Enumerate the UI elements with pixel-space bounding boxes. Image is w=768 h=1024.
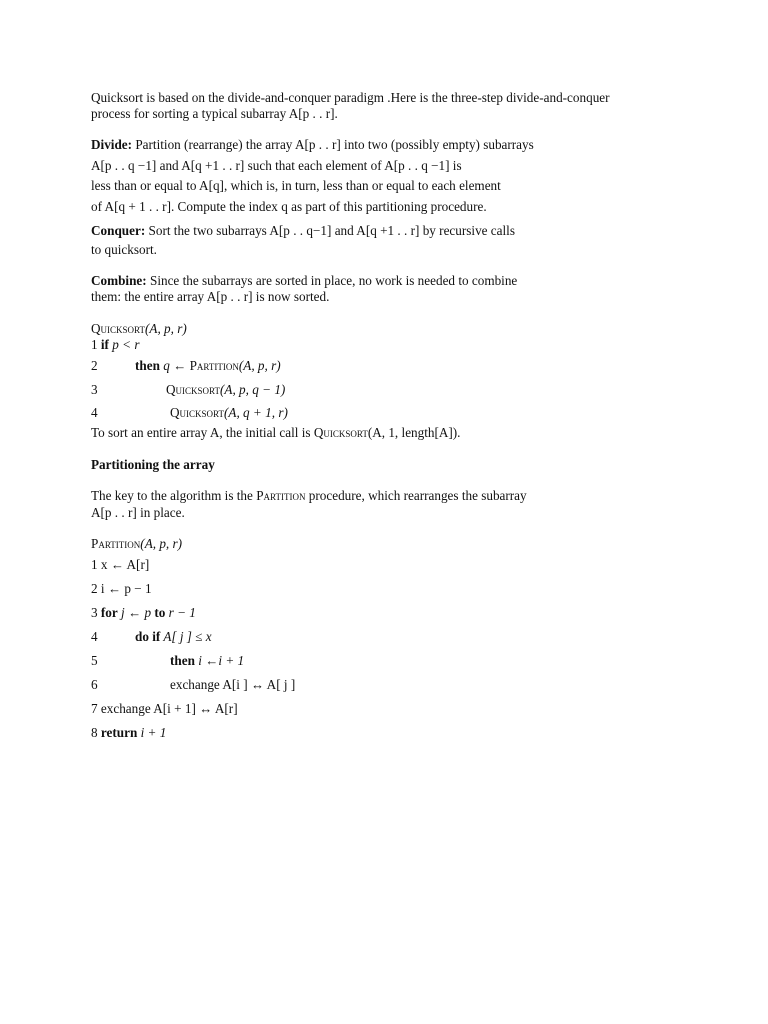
partition-line-6 bbox=[91, 677, 98, 693]
keyword-if: if bbox=[100, 337, 109, 352]
code-text: q ← bbox=[159, 358, 190, 373]
divide-line-1 bbox=[91, 137, 534, 153]
partition-line-6-body: exchange A[i ] ↔ A[ j ] bbox=[170, 677, 296, 692]
call-args: (A, p, q − 1) bbox=[220, 382, 286, 397]
call-quicksort: Quicksort bbox=[166, 382, 220, 397]
line-number: 3 bbox=[91, 605, 101, 620]
call-quicksort: Quicksort bbox=[170, 405, 224, 420]
line-number: 4 bbox=[91, 405, 98, 420]
divide-text-1: Partition (rearrange) the array A[p . . r] into two (possibly empty) subarrays bbox=[132, 137, 534, 152]
quicksort-header bbox=[91, 321, 187, 337]
partition-line-3 bbox=[91, 605, 196, 621]
combine-text-1: Since the subarrays are sorted in place, no work is needed to combine bbox=[146, 273, 518, 288]
quicksort-line-3-body bbox=[166, 382, 285, 398]
partition-line-7: 7 exchange A[i + 1] ↔ A[r] bbox=[91, 701, 238, 716]
keyword-do-if: do if bbox=[135, 629, 161, 644]
partition-intro-line-1 bbox=[91, 488, 527, 504]
line-number: 6 bbox=[91, 677, 98, 692]
partition-intro-line-2: A[p . . r] in place. bbox=[91, 505, 185, 520]
divide-line-2: A[p . . q −1] and A[q +1 . . r] such that each element of A[p . . q −1] is bbox=[91, 158, 462, 173]
code-text: i ←i + 1 bbox=[194, 653, 245, 668]
procedure-name: Partition bbox=[256, 488, 306, 503]
line-number: 4 bbox=[91, 629, 98, 644]
keyword-to: to bbox=[154, 605, 166, 620]
code-text: A[ j ] ≤ x bbox=[160, 629, 212, 644]
partition-line-2: 2 i ← p − 1 bbox=[91, 581, 152, 596]
partition-name: Partition bbox=[91, 536, 141, 551]
code-text: p < r bbox=[108, 337, 140, 352]
call-args: (A, p, r) bbox=[238, 358, 281, 373]
quicksort-line-2-body bbox=[135, 358, 281, 374]
partition-line-4-body bbox=[135, 629, 212, 645]
intro-line-1: Quicksort is based on the divide-and-conquer paradigm .Here is the three-step divide-and-conquer bbox=[91, 90, 610, 105]
quicksort-name: Quicksort bbox=[91, 321, 145, 336]
call-quicksort: Quicksort bbox=[313, 425, 368, 440]
quicksort-line-2 bbox=[91, 358, 98, 374]
line-number: 3 bbox=[91, 382, 98, 397]
quicksort-note bbox=[91, 425, 460, 441]
code-text: r − 1 bbox=[165, 605, 196, 620]
quicksort-args: (A, p, r) bbox=[145, 321, 187, 336]
line-number: 5 bbox=[91, 653, 98, 668]
partition-line-1: 1 x ← A[r] bbox=[91, 557, 150, 572]
call-args: (A, q + 1, r) bbox=[224, 405, 288, 420]
intro-line-2: process for sorting a typical subarray A[p . . r]. bbox=[91, 106, 338, 121]
quicksort-line-3 bbox=[91, 382, 98, 398]
line-number: 8 bbox=[91, 725, 101, 740]
code-text: j ← p bbox=[117, 605, 155, 620]
quicksort-line-4-body bbox=[170, 405, 288, 421]
keyword-then: then bbox=[170, 653, 195, 668]
combine-line-1 bbox=[91, 273, 517, 289]
call-partition: Partition bbox=[189, 358, 239, 373]
code-text: i + 1 bbox=[137, 725, 167, 740]
keyword-return: return bbox=[100, 725, 138, 740]
partition-line-4 bbox=[91, 629, 98, 645]
quicksort-line-1 bbox=[91, 337, 139, 353]
line-number: 2 bbox=[91, 358, 98, 373]
divide-line-4: of A[q + 1 . . r]. Compute the index q as part of this partitioning procedure. bbox=[91, 199, 487, 214]
partition-args: (A, p, r) bbox=[140, 536, 183, 551]
combine-line-2: them: the entire array A[p . . r] is now sorted. bbox=[91, 289, 330, 304]
divide-line-3: less than or equal to A[q], which is, in turn, less than or equal to each element bbox=[91, 178, 501, 193]
conquer-text-1: Sort the two subarrays A[p . . q−1] and A[q +1 . . r] by recursive calls bbox=[145, 223, 515, 238]
section-heading: Partitioning the array bbox=[91, 457, 215, 472]
partition-line-5 bbox=[91, 653, 98, 669]
partition-header bbox=[91, 536, 182, 552]
call-args: (A, 1, length[A]). bbox=[367, 425, 461, 440]
intro-text: The key to the algorithm is the bbox=[91, 488, 257, 503]
conquer-line-1 bbox=[91, 223, 515, 239]
note-text: To sort an entire array A, the initial call is bbox=[91, 425, 314, 440]
intro-text: procedure, which rearranges the subarray bbox=[305, 488, 527, 503]
conquer-line-2: to quicksort. bbox=[91, 242, 157, 257]
quicksort-line-4 bbox=[91, 405, 98, 421]
keyword-then: then bbox=[135, 358, 160, 373]
partition-line-5-body bbox=[170, 653, 244, 669]
partition-line-8 bbox=[91, 725, 166, 741]
combine-label: Combine: bbox=[91, 273, 147, 288]
divide-label: Divide: bbox=[91, 137, 133, 152]
line-number: 1 bbox=[91, 337, 101, 352]
conquer-label: Conquer: bbox=[91, 223, 146, 238]
keyword-for: for bbox=[100, 605, 118, 620]
